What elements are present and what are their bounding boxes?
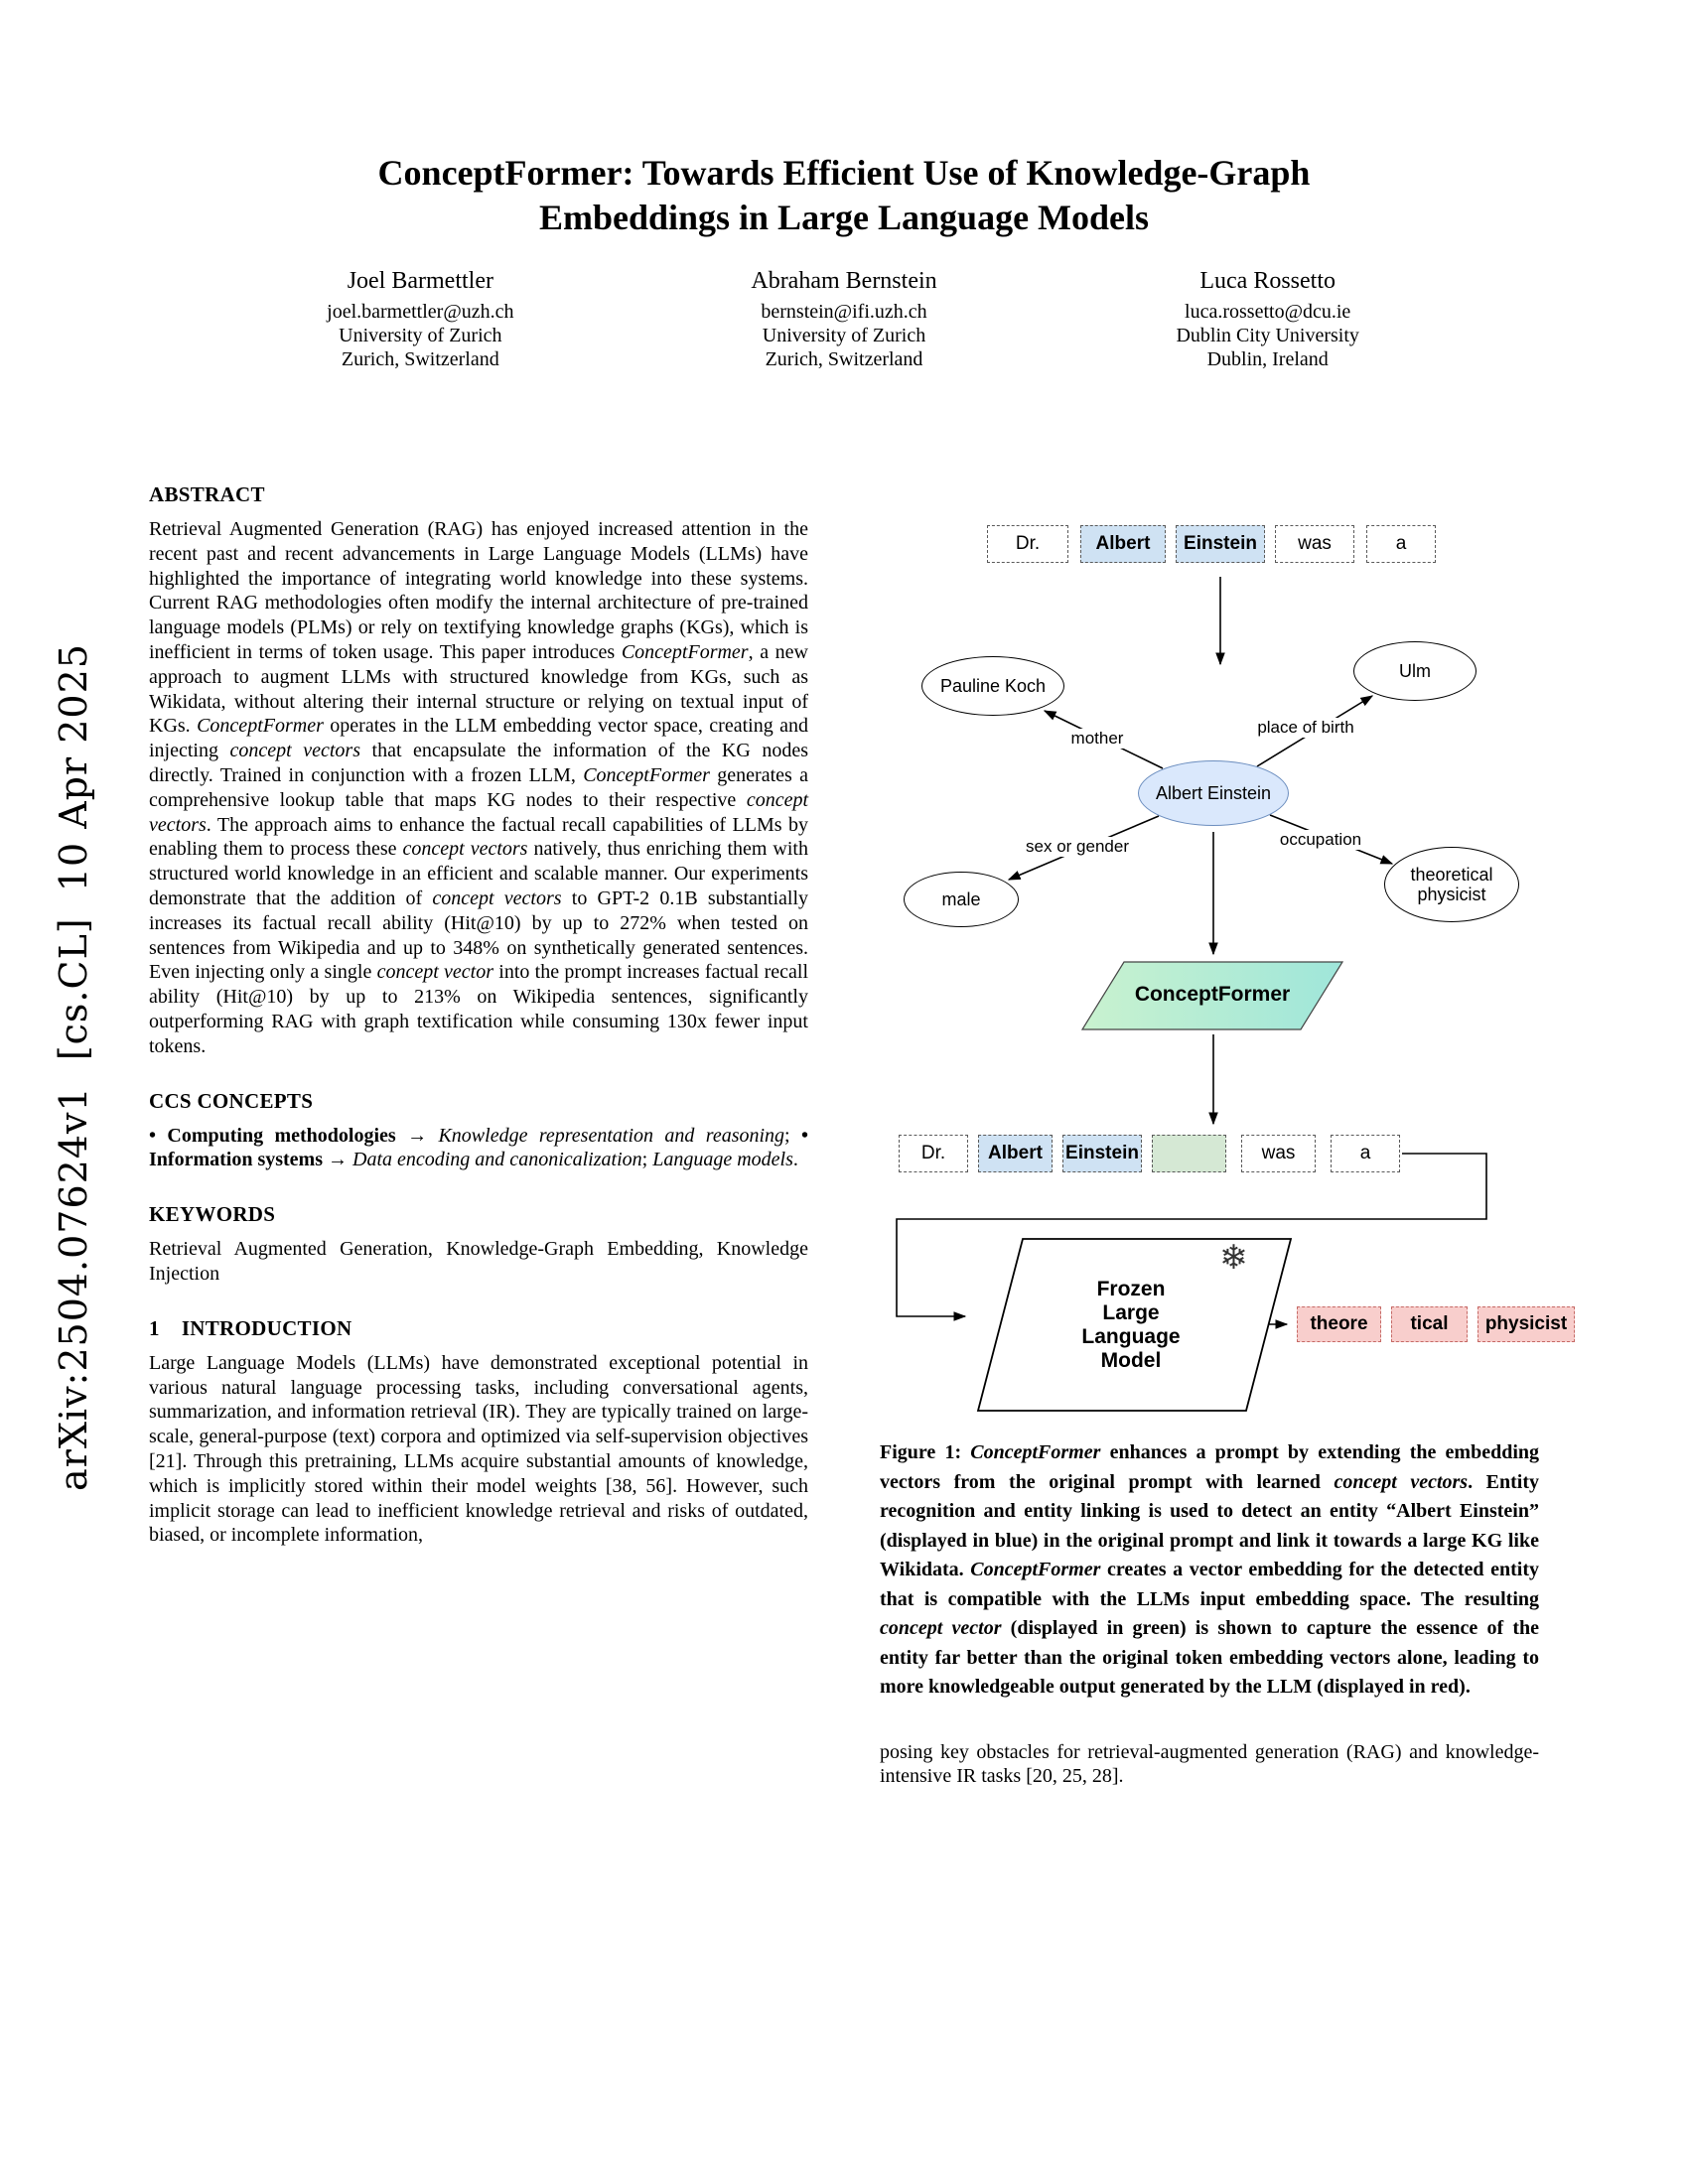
paper-title-line2: Embeddings in Large Language Models [538, 198, 1150, 237]
keywords-heading: KEYWORDS [149, 1202, 276, 1227]
text-segment: concept vectors [229, 740, 360, 762]
text-segment: Language models [652, 1149, 793, 1171]
kg-node-pauline-koch: Pauline Koch [921, 656, 1064, 716]
text-segment: . [792, 1149, 798, 1171]
author-location: Zurich, Switzerland [341, 348, 499, 370]
text-segment: concept vectors [149, 788, 808, 836]
top-token-a: a [1366, 525, 1436, 563]
text-segment: → [395, 1124, 439, 1147]
author-block [209, 266, 1479, 371]
text-segment: concept vectors [432, 887, 562, 909]
output-token-tical: tical [1391, 1306, 1468, 1342]
bottom-token-concept-vector [1152, 1135, 1226, 1172]
text-segment: • Computing methodologies [149, 1124, 396, 1147]
frozen-llm-line2: Large [1102, 1301, 1160, 1324]
text-segment: . The approach aims to enhance the factual recall capabilities of LLMs by enabling them to process these [149, 813, 808, 861]
text-segment: ; [784, 1124, 801, 1147]
text-segment: to GPT-2 0.1B substantially increases its factual recall ability (Hit@10) by up to 272% when tested on sentences from Wikipedia and up to 348% on synthetically generated sentences. Even injecting only a single [149, 887, 808, 984]
kg-node-albert-einstein: Albert Einstein [1138, 760, 1289, 826]
text-segment: Figure 1: [880, 1441, 971, 1463]
ccs-text [149, 1124, 808, 1173]
text-segment: Retrieval Augmented Generation (RAG) has enjoyed increased attention in the recent past and recent advancements in Large Language Models (LLMs) have highlighted the importance of integrating world knowledge into these systems. Current RAG methodologies often modify the internal architecture of pre-trained language models (PLMs) or rely on textifying knowledge graphs (KGs), which is inefficient in terms of token usage. This paper introduces [149, 518, 808, 663]
right-column [880, 482, 1568, 1789]
figure-connections [880, 482, 1585, 1431]
left-column [149, 482, 808, 1789]
conceptformer-block-label: ConceptFormer [1134, 983, 1291, 1006]
text-segment: , a new approach to augment LLMs with structured knowledge from KGs, such as Wikidata, without altering their internal structure or relying on textual input of KGs. [149, 640, 809, 738]
bottom-token-albert: Albert [978, 1135, 1053, 1172]
text-segment: → [323, 1149, 352, 1171]
text-segment: generates a comprehensive lookup table that maps KG nodes to their respective [149, 763, 808, 811]
top-token-albert: Albert [1080, 525, 1166, 563]
output-token-physicist: physicist [1477, 1306, 1575, 1342]
author-affiliation: Dublin City University [1176, 325, 1359, 346]
paper-title [248, 151, 1440, 240]
edge-label-sex-or-gender: sex or gender [1023, 837, 1132, 857]
text-segment: ConceptFormer [197, 715, 324, 738]
text-segment: concept vectors [1334, 1470, 1469, 1493]
text-segment: concept vector [376, 961, 494, 984]
top-token-dr: Dr. [987, 525, 1068, 563]
edge-label-place-of-birth: place of birth [1254, 718, 1356, 738]
two-column-body [149, 482, 1568, 1789]
section-title: INTRODUCTION [181, 1315, 352, 1340]
frozen-llm-line1: Frozen [1096, 1278, 1166, 1300]
bottom-token-was: was [1241, 1135, 1316, 1172]
paper-title-line1: ConceptFormer: Towards Efficient Use of Knowledge-Graph [377, 153, 1311, 193]
text-segment: ; [641, 1149, 653, 1171]
text-segment: (displayed in green) is shown to capture the essence of the entity far better than the original token embedding vectors alone, leading to more knowledgeable output generated by the LLM (displayed in red). [880, 1617, 1539, 1698]
bottom-token-einstein: Einstein [1062, 1135, 1142, 1172]
text-segment: into the prompt increases factual recall ability (Hit@10) by up to 213% on Wikipedia sentences, significantly outperforming RAG with graph textification while consuming 130x fewer input tokens. [149, 961, 808, 1057]
text-segment: ConceptFormer [621, 640, 749, 663]
snowflake-icon: ❄ [1219, 1238, 1248, 1278]
author-affiliation: University of Zurich [762, 325, 926, 346]
author-location: Zurich, Switzerland [765, 348, 923, 370]
text-segment: • Information systems [149, 1124, 809, 1171]
abstract-heading: ABSTRACT [149, 482, 265, 506]
text-segment: concept vector [880, 1617, 1002, 1639]
keywords-text: Retrieval Augmented Generation, Knowledge-Graph Embedding, Knowledge Injection [149, 1238, 808, 1285]
top-token-einstein: Einstein [1176, 525, 1265, 563]
author-affiliation: University of Zurich [339, 325, 502, 346]
author-email: joel.barmettler@uzh.ch [327, 301, 514, 323]
text-segment: . Entity recognition and entity linking is used to detect an entity “Albert Einstein” (displayed in blue) in the original prompt and link it towards a large KG like Wikidata. [880, 1470, 1539, 1580]
kg-node-ulm: Ulm [1353, 641, 1477, 701]
text-segment: ConceptFormer [583, 763, 710, 786]
arxiv-stamp: arXiv:2504.07624v1 [cs.CL] 10 Apr 2025 [52, 643, 95, 1491]
text-segment: ConceptFormer [970, 1441, 1101, 1463]
text-segment: concept vectors [402, 838, 528, 861]
author-email: luca.rossetto@dcu.ie [1185, 301, 1351, 323]
author-1 [209, 266, 633, 371]
frozen-llm-line4: Model [1100, 1349, 1162, 1372]
introduction-text: Large Language Models (LLMs) have demonstrated exceptional potential in various natural language processing tasks, including conversational agents, summarization, and information retrieval (IR). They are typically trained on large-scale, general-purpose (text) corpora and optimized via self-supervision objectives [21]. Through this pretraining, LLMs acquire substantial amounts of knowledge, which is implicitly stored within their model weights [38, 56]. However, such implicit storage can lead to inefficient knowledge retrieval and risks of outdated, biased, or incomplete information, [149, 1351, 808, 1547]
text-segment: ConceptFormer [970, 1559, 1101, 1580]
figure-1-diagram [880, 482, 1585, 1431]
author-name: Joel Barmettler [347, 268, 493, 294]
frozen-llm-line3: Language [1081, 1325, 1181, 1348]
author-3 [1055, 266, 1479, 371]
author-email: bernstein@ifi.uzh.ch [761, 301, 927, 323]
author-name: Abraham Bernstein [751, 268, 937, 294]
text-segment: creates a vector embedding for the detected entity that is compatible with the LLMs input embedding space. The resulting [880, 1559, 1539, 1610]
section-number: 1 [149, 1315, 160, 1340]
edge-label-occupation: occupation [1277, 830, 1364, 850]
author-2 [633, 266, 1056, 371]
text-segment: natively, thus enriching them with structured world knowledge in an efficient and scalable manner. Our experiments demonstrate that the addition of [149, 838, 808, 909]
kg-node-theoretical-physicist: theoretical physicist [1384, 847, 1519, 922]
abstract-text [149, 517, 808, 1059]
figure-caption [880, 1438, 1539, 1703]
author-name: Luca Rossetto [1199, 268, 1336, 294]
author-location: Dublin, Ireland [1206, 348, 1329, 370]
output-token-theore: theore [1297, 1306, 1381, 1342]
kg-node-male: male [904, 872, 1019, 927]
text-segment: operates in the LLM embedding vector space, creating and injecting [149, 715, 808, 762]
text-segment: Knowledge representation and reasoning [438, 1124, 785, 1147]
bottom-token-dr: Dr. [899, 1135, 968, 1172]
text-segment: that encapsulate the information of the KG nodes directly. Trained in conjunction with a frozen LLM, [149, 740, 808, 786]
introduction-heading [149, 1316, 808, 1341]
top-token-was: was [1275, 525, 1354, 563]
text-segment: enhances a prompt by extending the embedding vectors from the original prompt with learned [880, 1441, 1539, 1493]
text-segment: Data encoding and canonicalization [352, 1149, 642, 1171]
edge-label-mother: mother [1068, 729, 1127, 749]
ccs-heading: CCS CONCEPTS [149, 1088, 314, 1113]
bottom-token-a: a [1331, 1135, 1400, 1172]
continuation-text: posing key obstacles for retrieval-augmented generation (RAG) and knowledge-intensive IR tasks [20, 25, 28]. [880, 1740, 1539, 1788]
frozen-llm-label [1042, 1278, 1220, 1373]
